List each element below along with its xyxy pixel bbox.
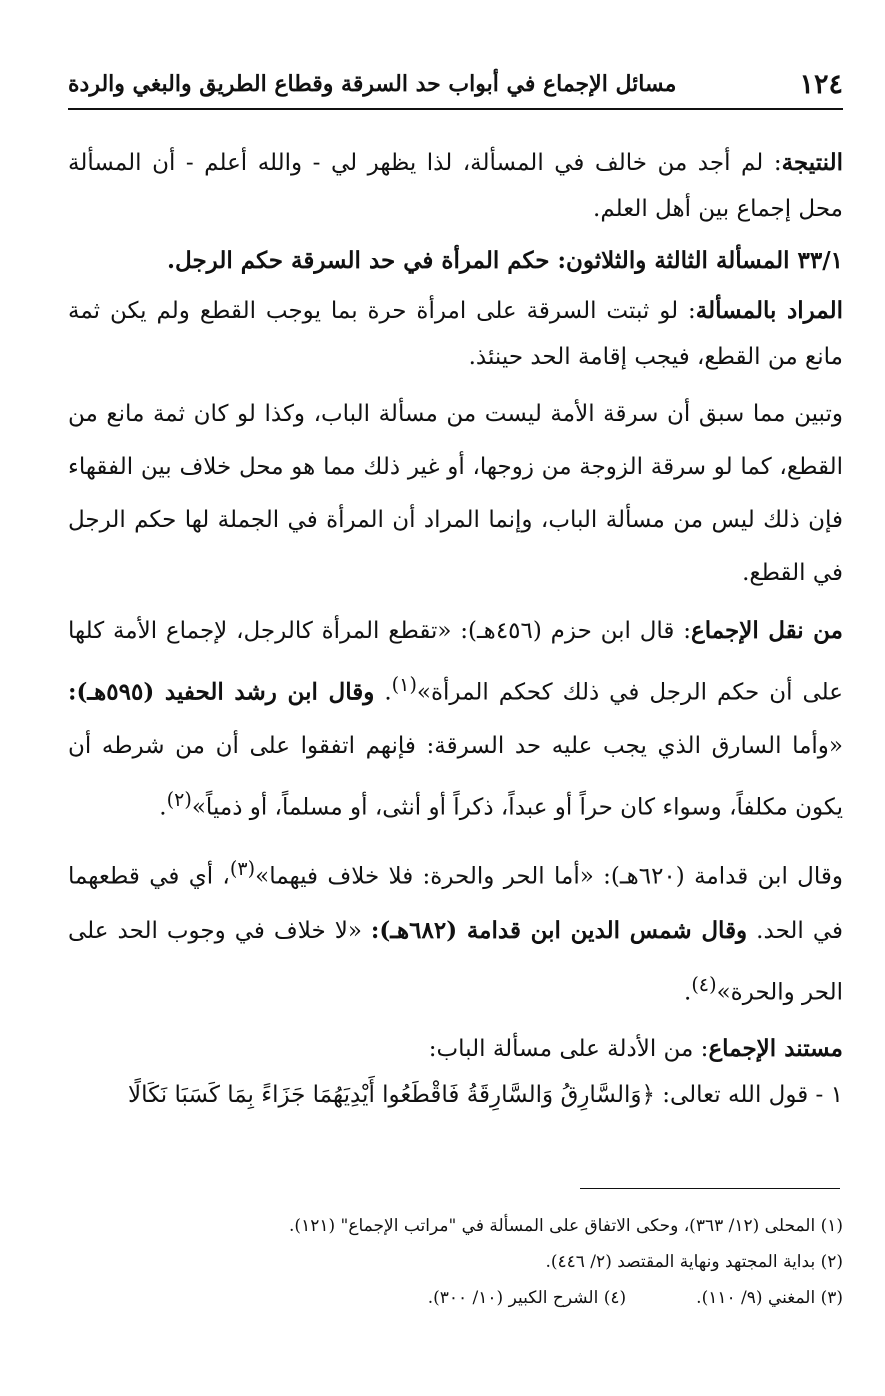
label-basis: مستند الإجماع xyxy=(708,1034,843,1062)
text-meaning: : لو ثبتت السرقة على امرأة حرة بما يوجب القطع ولم يكن ثمة مانع من القطع، فيجب إقامة الحد حينئذ. xyxy=(68,298,843,370)
quote-shams-al-din: «لا خلاف في وجوب الحد على الحر والحرة» xyxy=(68,917,843,1006)
label-meaning: المراد بالمسألة xyxy=(695,297,843,324)
evidence-item-1: ١ - قول الله تعالى: ﴿وَالسَّارِقُ وَالسَّارِقَةُ فَاقْطَعُوا أَيْدِيَهُمَا جَزَاءً بِمَا كَسَبَا نَكَالًا xyxy=(127,1081,843,1108)
footnote-ref-3[interactable]: (٣) xyxy=(229,857,256,881)
label-result: النتيجة xyxy=(781,149,843,176)
paragraph-consensus-sources xyxy=(68,604,843,834)
main-text xyxy=(68,140,843,1118)
text-sep-2: . xyxy=(159,794,167,821)
page-number: ١٢٤ xyxy=(799,68,843,100)
footnotes xyxy=(68,1208,843,1316)
footnote-ref-1[interactable]: (١) xyxy=(391,673,417,696)
paragraph-clarification: وتبين مما سبق أن سرقة الأمة ليست من مسألة الباب، وكذا لو كان ثمة مانع من القطع، كما لو سرقة الزوجة من زوجها، أو غير ذلك مما هو محل خلاف بين الفقهاء فإن ذلك ليس من مسألة الباب، وإنما المراد أن المرأة في الجملة لها حكم الرجل في القطع. xyxy=(68,401,843,586)
text-basis: : من الأدلة على مسألة الباب: xyxy=(428,1035,709,1062)
footnote-ref-4[interactable]: (٤) xyxy=(691,972,717,996)
page-header xyxy=(68,60,843,110)
quote-ibn-hazm: : قال ابن حزم (٤٥٦هـ): «تقطع المرأة كالرجل، لإجماع الأمة كلها على أن حكم الرجل في ذلك كحكم المرأة» xyxy=(68,618,843,706)
issue-heading: ٣٣/١ المسألة الثالثة والثلاثون: حكم المرأة في حد السرقة حكم الرجل. xyxy=(167,247,843,274)
attribution-shams-al-din: وقال شمس الدين ابن قدامة (٦٨٢هـ): xyxy=(370,916,748,944)
quote-ibn-rushd: «وأما السارق الذي يجب عليه حد السرقة: فإنهم اتفقوا على أن من شرطه أن يكون مكلفاً، وسواء كان حراً أو عبداً، ذكراً أو أنثى، أو مسلماً، أو ذمياً» xyxy=(68,732,843,821)
attribution-ibn-rushd: وقال ابن رشد الحفيد (٥٩٥هـ): xyxy=(68,678,375,706)
text-result: : لم أجد من خالف في المسألة، لذا يظهر لي - والله أعلم - أن المسألة محل إجماع بين أهل العلم. xyxy=(68,150,843,222)
text-sep-3: . xyxy=(684,979,692,1006)
paragraph-meaning xyxy=(68,288,843,380)
paragraph-basis xyxy=(68,1026,843,1072)
footnote-row xyxy=(68,1280,843,1316)
footnote-3: (٣) المغني (٩/ ١١٠). xyxy=(696,1288,843,1308)
label-consensus: من نقل الإجماع xyxy=(690,617,843,644)
footnote-1: (١) المحلى (١٢/ ٣٦٣)، وحكى الاتفاق على المسألة في "مراتب الإجماع" (١٢١). xyxy=(289,1216,843,1236)
quote-ibn-qudama: وقال ابن قدامة (٦٢٠هـ): «أما الحر والحرة: فلا خلاف فيهما» xyxy=(255,863,843,890)
paragraph-ibn-qudama xyxy=(68,842,843,1019)
running-title: مسائل الإجماع في أبواب حد السرقة وقطاع الطريق والبغي والردة xyxy=(68,71,677,97)
paragraph-result xyxy=(68,140,843,232)
footnote-4: (٤) الشرح الكبير (١٠/ ٣٠٠). xyxy=(427,1288,627,1308)
footnote-separator xyxy=(580,1188,840,1189)
footnote-2: (٢) بداية المجتهد ونهاية المقتصد (٢/ ٤٤٦). xyxy=(545,1252,843,1272)
text-sep-1: . xyxy=(374,679,392,706)
footnote-ref-2[interactable]: (٢) xyxy=(166,787,192,811)
text-explanation: ، أي في قطعهما في الحد. xyxy=(68,863,843,944)
